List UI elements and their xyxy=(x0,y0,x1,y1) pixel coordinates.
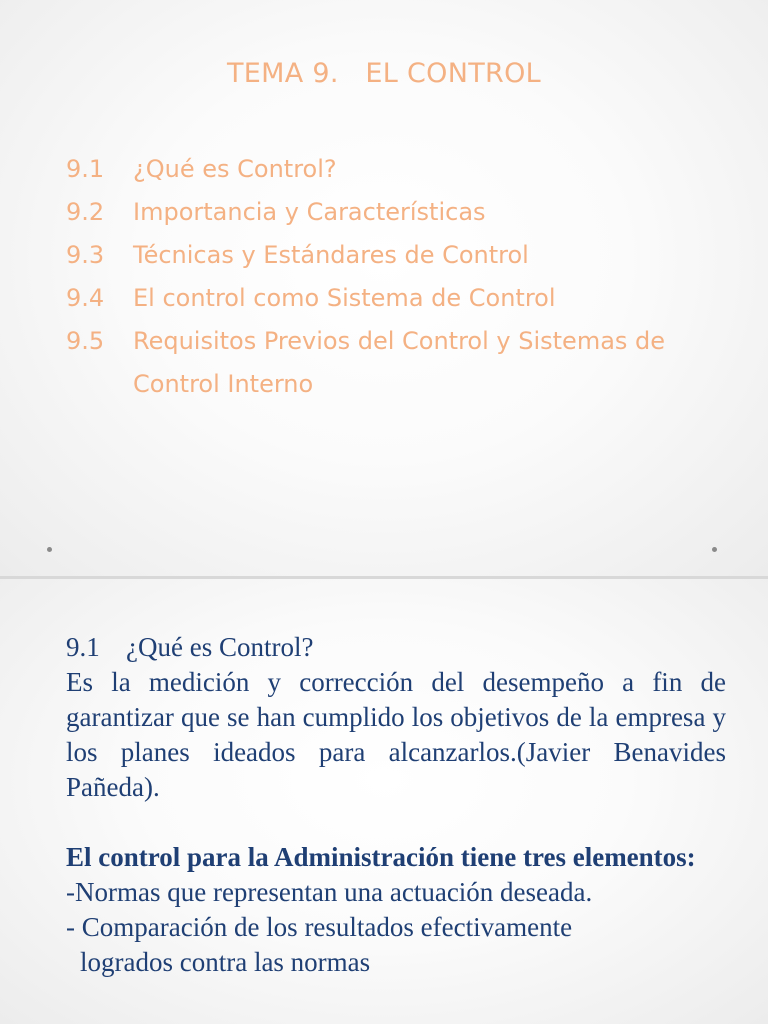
definition-paragraph: Es la medición y corrección del desempeño a fin de garantizar que se han cumplido los objetivos de la empresa y los planes ideados para alcanzarlos.(Javier Benavides Pañeda). xyxy=(66,667,726,802)
slide-content-body xyxy=(66,630,726,980)
toc-item-number: 9.4 xyxy=(66,284,105,312)
element-line: logrados contra las normas xyxy=(80,947,371,977)
section-heading xyxy=(66,630,726,665)
toc-item-text: Importancia y Características xyxy=(133,198,486,226)
toc-item-number: 9.3 xyxy=(66,241,105,269)
elements-heading: El control para la Administración tiene tres elementos: xyxy=(66,842,696,872)
element-line: -Normas que representan una actuación deseada. xyxy=(66,877,593,907)
toc-item-number: 9.2 xyxy=(66,198,105,226)
toc-item-number: 9.5 xyxy=(66,327,105,355)
toc-item-text: El control como Sistema de Control xyxy=(133,284,556,312)
slide-dot-right xyxy=(712,547,717,552)
section-heading-number: 9.1 xyxy=(66,632,100,662)
toc-item xyxy=(66,320,746,406)
toc-item xyxy=(66,277,746,320)
toc-item-text: ¿Qué es Control? xyxy=(133,155,337,183)
section-heading-text: ¿Qué es Control? xyxy=(126,632,314,662)
toc-item-text: Técnicas y Estándares de Control xyxy=(133,241,529,269)
slide-dot-left xyxy=(47,547,52,552)
slide-title-heading: TEMA 9. EL CONTROL xyxy=(227,58,541,89)
toc-item xyxy=(66,234,746,277)
element-line: - Comparación de los resultados efectivamente xyxy=(66,912,573,942)
toc-item xyxy=(66,191,746,234)
table-of-contents xyxy=(66,148,746,406)
toc-item-number: 9.1 xyxy=(66,155,105,183)
toc-item xyxy=(66,148,746,191)
toc-item-text: Requisitos Previos del Control y Sistemas de Control Interno xyxy=(133,327,666,398)
